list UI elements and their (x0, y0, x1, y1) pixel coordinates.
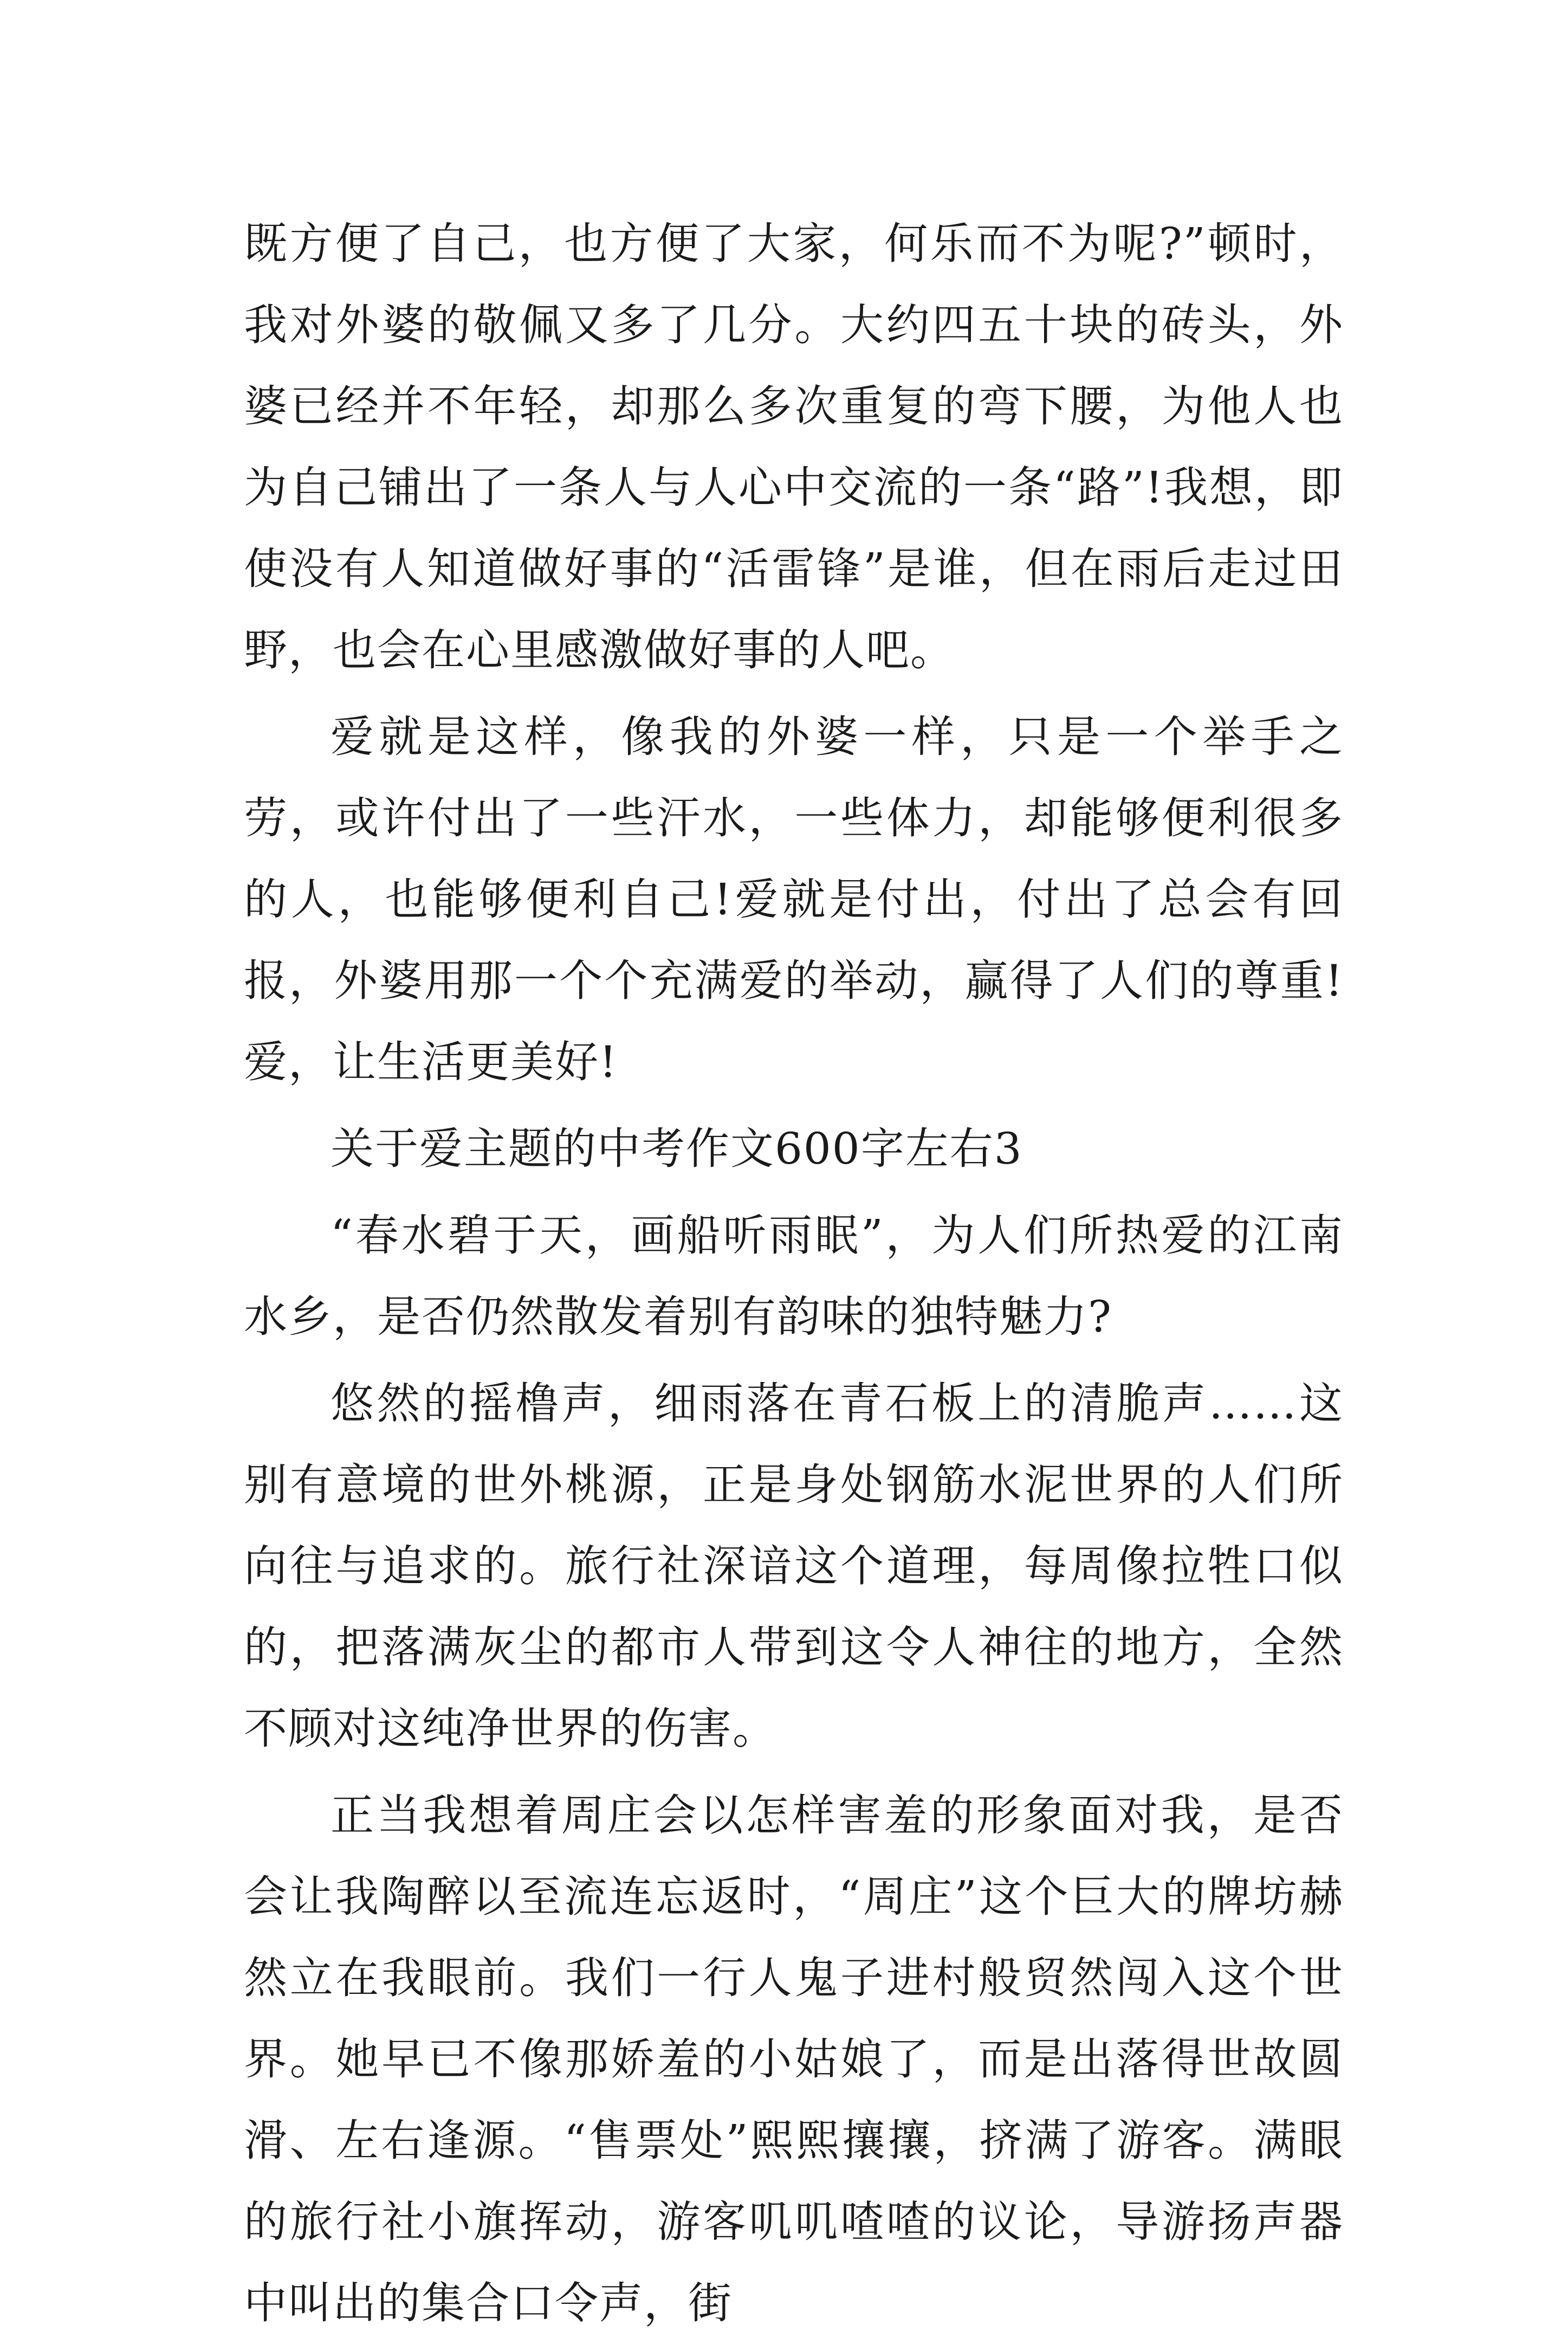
paragraph-p4: 悠然的摇橹声，细雨落在青石板上的清脆声……这别有意境的世外桃源，正是身处钢筋水泥世界的人们所向往与追求的。旅行社深谙这个道理，每周像拉牲口似的，把落满灰尘的都市人带到这令人神往的地方，全然不顾对这纯净世界的伤害。 (244, 1378, 1344, 1754)
paragraph-p2: 爱就是这样，像我的外婆一样，只是一个举手之劳，或许付出了一些汗水，一些体力，却能够便利很多的人，也能够便利自己!爱就是付出，付出了总会有回报，外婆用那一个个充满爱的举动，赢得了人们的尊重!爱，让生活更美好! (244, 712, 1344, 1087)
body-text (244, 203, 1344, 2344)
paragraph-p1: 既方便了自己，也方便了大家，何乐而不为呢?”顿时，我对外婆的敬佩又多了几分。大约四五十块的砖头，外婆已经并不年轻，却那么多次重复的弯下腰，为他人也为自己铺出了一条人与人心中交流的一条“路”!我想，即使没有人知道做好事的“活雷锋”是谁，但在雨后走过田野，也会在心里感激做好事的人吧。 (244, 218, 1344, 675)
section-heading: 关于爱主题的中考作文600字左右3 (331, 1123, 1023, 1174)
paragraph-p3: “春水碧于天，画船听雨眠”，为人们所热爱的江南水乡，是否仍然散发着别有韵味的独特魅力? (244, 1210, 1344, 1342)
paragraph-p5: 正当我想着周庄会以怎样害羞的形象面对我，是否会让我陶醉以至流连忘返时，“周庄”这个巨大的牌坊赫然立在我眼前。我们一行人鬼子进村般贸然闯入这个世界。她早已不像那娇羞的小姑娘了，而是出落得世故圆滑、左右逢源。“售票处”熙熙攘攘，挤满了游客。满眼的旅行社小旗挥动，游客叽叽喳喳的议论，导游扬声器中叫出的集合口令声，街 (244, 1790, 1344, 2328)
